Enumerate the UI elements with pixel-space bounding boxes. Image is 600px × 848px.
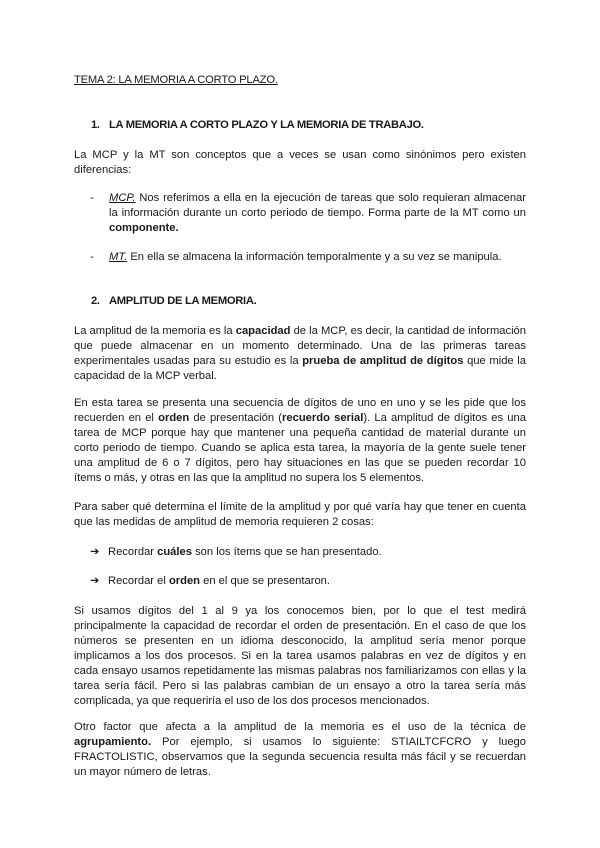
paragraph-amplitud-definicion: La amplitud de la memoria es la capacidad de la MCP, es decir, la cantidad de información que puede almacenar en un momento determinado. Una de las primeras tareas experimentales usadas para su estudio es la prueba de amplitud de dígitos que mide la capacidad de la MCP verbal.	[74, 325, 527, 382]
section-1-title: LA MEMORIA A CORTO PLAZO Y LA MEMORIA DE TRABAJO.	[109, 119, 424, 131]
section-1-number: 1.	[91, 119, 100, 131]
arrow-icon: ➔	[90, 575, 100, 587]
paragraph-agrupamiento: Otro factor que afecta a la amplitud de la memoria es el uso de la técnica de agrupamiento. Por ejemplo, si usamos lo siguiente: STIAILTCFCRO y luego FRACTOLISTIC, observamos que la segunda secuencia resulta más fácil y se recuerdan un mayor número de letras.	[74, 721, 526, 778]
section-2-number: 2.	[91, 295, 100, 307]
section-2-title: AMPLITUD DE LA MEMORIA.	[109, 295, 257, 307]
arrow-item-orden: Recordar el orden en el que se presentaron.	[108, 575, 331, 587]
arrow-icon: ➔	[90, 546, 100, 558]
bullet-mt-term: MT	[109, 251, 125, 263]
document-title: TEMA 2: LA MEMORIA A CORTO PLAZO.	[74, 74, 278, 86]
paragraph-tarea-digitos: En esta tarea se presenta una secuencia de dígitos de uno en uno y se les pide que los recuerden en el orden de presentación (recuerdo serial). La amplitud de dígitos es una tarea de MCP porque hay que mantener una pequeña cantidad de material durante un corto periodo de tiempo. Cuando se aplica esta tarea, la mayoría de la gente suele tener una amplitud de 6 o 7 dígitos, pero hay situaciones en las que se pueden recordar 10 ítems o más, y otras en las que la amplitud no supera los 5 elementos.	[74, 397, 526, 484]
paragraph-digitos-palabras: Si usamos dígitos del 1 al 9 ya los conocemos bien, por lo que el test medirá principalmente la capacidad de recordar el orden de presentación. En el caso de que los números se presenten en un idioma desconocido, la amplitud sería menor porque implicamos a los dos procesos. Si en la tarea usamos palabras en vez de dígitos y en cada ensayo usamos repetidamente las mismas palabras nos familiarizamos con ellas y la tarea sería fácil. Pero si las palabras cambian de un ensayo a otro la tarea sería más complicada, ya que requeriría el uso de los dos procesos mencionados.	[74, 605, 526, 707]
bullet-mt: MT. En ella se almacena la información temporalmente y a su vez se manipula.	[109, 251, 502, 263]
document-page: TEMA 2: LA MEMORIA A CORTO PLAZO. 1. LA MEMORIA A CORTO PLAZO Y LA MEMORIA DE TRABAJO. La MCP y la MT son conceptos que a veces se usan como sinónimos pero existen diferencias: - MCP. Nos referimos a ella en la ejecución de tareas que solo requieran almacenar la información durante un corto periodo de tiempo. Forma parte de la MT como un componente. - MT. En ella se almacena la información temporalmente y a su vez se manipula. 2. AMPLITUD DE LA MEMORIA. La amplitud de la memoria es la capacidad de la MCP, es decir, la cantidad de información que puede almacenar en un momento determinado. Una de las primeras tareas experimentales usadas para su estudio es la prueba de amplitud de dígitos que mide la capacidad de la MCP verbal. En esta tarea se presenta una secuencia de dígitos de uno en uno y se les pide que los recuerden en el orden de presentación (recuerdo serial). La amplitud de dígitos es una tarea de MCP porque hay que mantener una pequeña cantidad de material durante un corto periodo de tiempo. Cuando se aplica esta tarea, la mayoría de la gente suele tener una amplitud de 6 o 7 dígitos, pero hay situaciones en las que se pueden recordar 10 ítems o más, y otras en las que la amplitud no supera los 5 elementos. Para saber qué determina el límite de la amplitud y por qué varía hay que tener en cuenta que las medidas de amplitud de memoria requieren 2 cosas: ➔ Recordar cuáles son los ítems que se han presentado. ➔ Recordar el orden en el que se presentaron. Si usamos dígitos del 1 al 9 ya los conocemos bien, por lo que el test medirá principalmente la capacidad de recordar el orden de presentación. En el caso de que los números se presenten en un idioma desconocido, la amplitud sería menor porque implicamos a los dos procesos. Si en la tarea usamos palabras en vez de dígitos y en cada ensayo usamos repetidamente las mismas palabras nos familiarizamos con ellas y la tarea sería fácil. Pero si las palabras cambian de un ensayo a otro la tarea sería más complicada, ya que requeriría el uso de los dos procesos mencionados. Otro factor que afecta a la amplitud de la memoria es el uso de la técnica de agrupamiento. Por ejemplo, si usamos lo siguiente: STIAILTCFCRO y luego FRACTOLISTIC, observamos que la segunda secuencia resulta más fácil y se recuerdan un mayor número de letras.	[74, 74, 527, 778]
section-2-heading	[91, 294, 521, 309]
bullet-mcp-term: MCP	[109, 192, 133, 204]
paragraph-limite-amplitud: Para saber qué determina el límite de la amplitud y por qué varía hay que tener en cuenta que las medidas de amplitud de memoria requieren 2 cosas:	[74, 501, 526, 528]
arrow-item-cuales: Recordar cuáles son los ítems que se han presentado.	[108, 546, 382, 558]
section-1-intro: La MCP y la MT son conceptos que a veces se usan como sinónimos pero existen diferencias:	[74, 149, 526, 176]
section-1-heading	[91, 118, 521, 133]
bullet-mcp: MCP. Nos referimos a ella en la ejecución de tareas que solo requieran almacenar la información durante un corto periodo de tiempo. Forma parte de la MT como un componente.	[109, 192, 526, 234]
